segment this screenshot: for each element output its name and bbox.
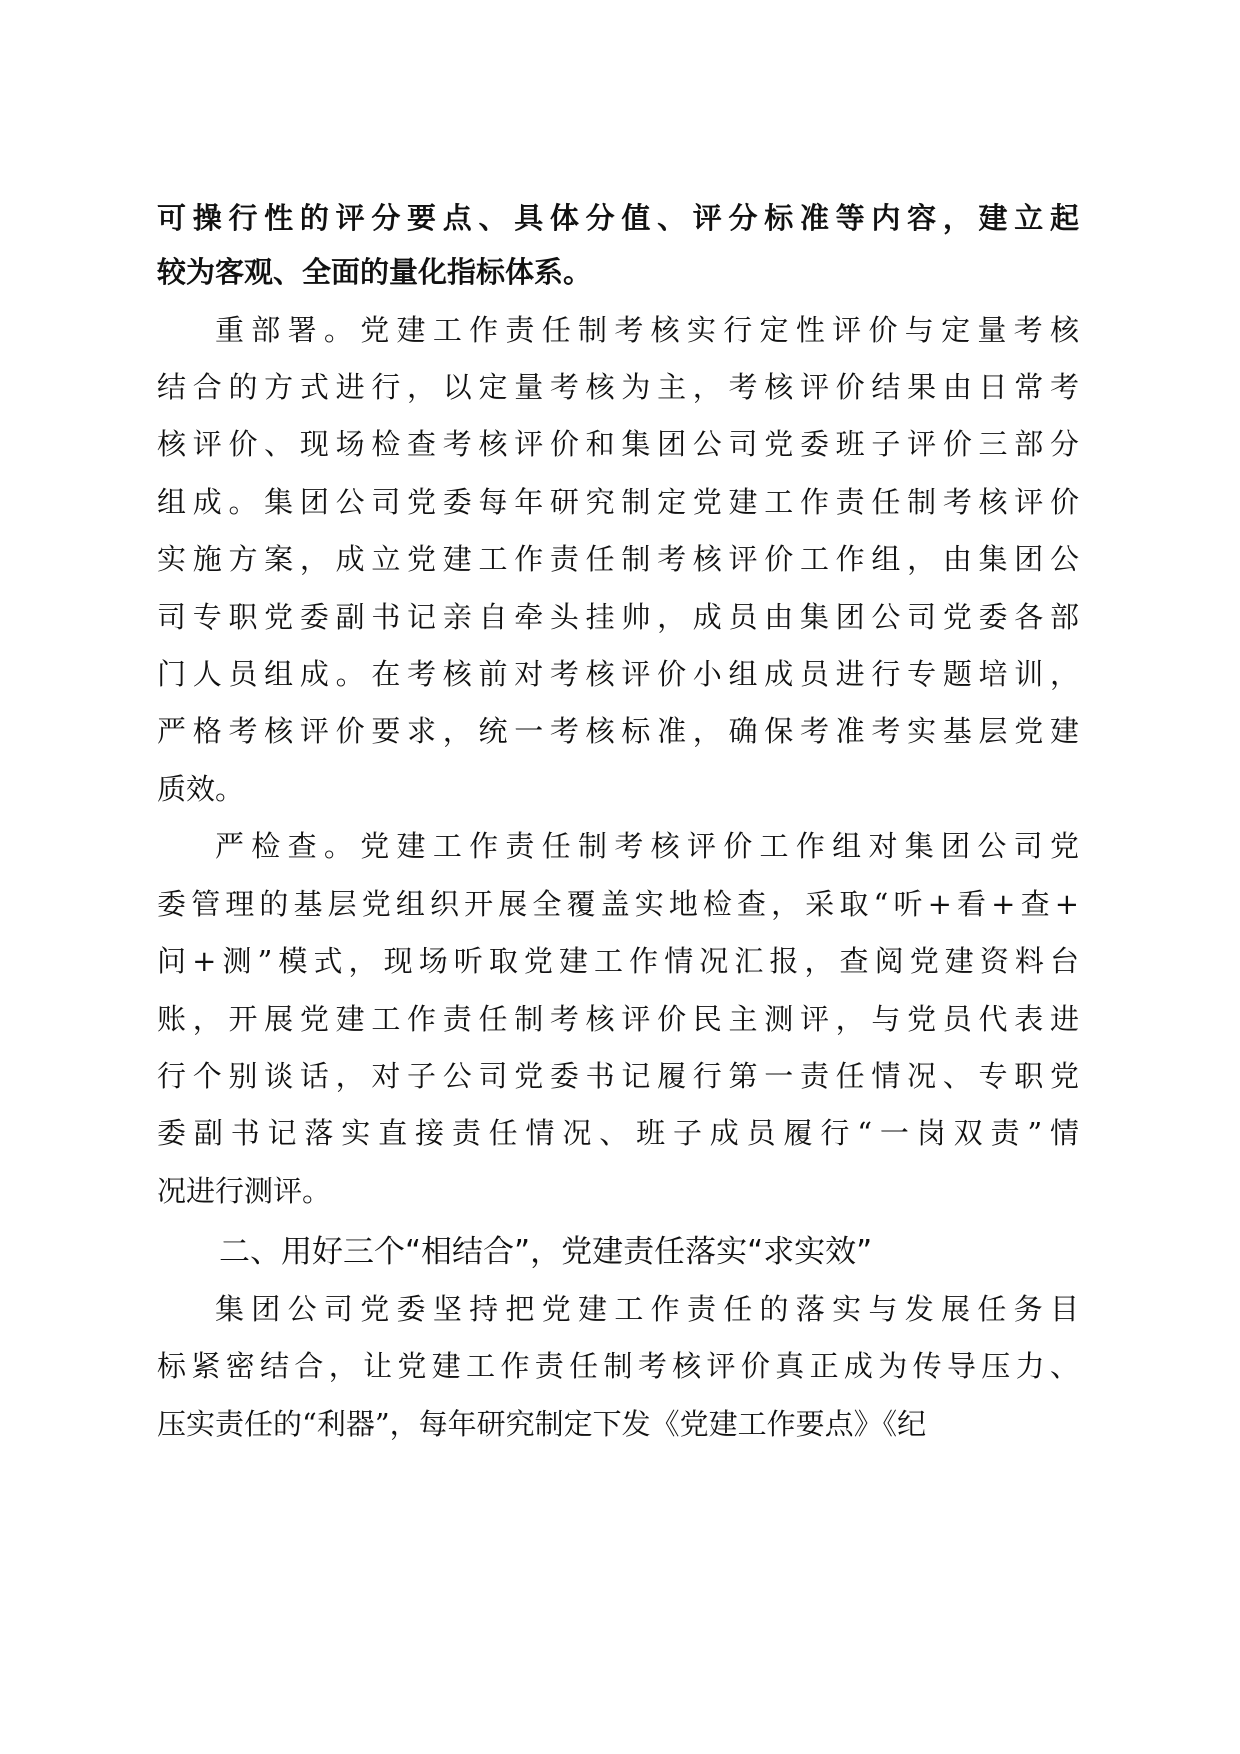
paragraph-line: 实施方案，成立党建工作责任制考核评价工作组，由集团公 (157, 542, 1079, 576)
paragraph-line: 标紧密结合，让党建工作责任制考核评价真正成为传导压力、 (157, 1349, 1079, 1383)
paragraph-line: 账，开展党建工作责任制考核评价民主测评，与党员代表进 (157, 1002, 1079, 1036)
paragraph-line: 委副书记落实直接责任情况、班子成员履行“一岗双责”情 (157, 1116, 1079, 1150)
paragraph-line: 况进行测评。 (157, 1174, 332, 1208)
section-heading: 二、用好三个“相结合”，党建责任落实“求实效” (219, 1234, 873, 1270)
paragraph-line: 严格考核评价要求，统一考核标准，确保考准考实基层党建 (157, 714, 1079, 748)
paragraph-line: 结合的方式进行，以定量考核为主，考核评价结果由日常考 (157, 370, 1079, 404)
paragraph-line: 组成。集团公司党委每年研究制定党建工作责任制考核评价 (157, 485, 1079, 519)
paragraph-line: 司专职党委副书记亲自牵头挂帅，成员由集团公司党委各部 (157, 600, 1079, 634)
paragraph-line: 较为客观、全面的量化指标体系。 (157, 255, 593, 289)
paragraph-line: 核评价、现场检查考核评价和集团公司党委班子评价三部分 (157, 427, 1079, 461)
paragraph-line: 严检查。党建工作责任制考核评价工作组对集团公司党 (215, 829, 1079, 863)
paragraph-line: 行个别谈话，对子公司党委书记履行第一责任情况、专职党 (157, 1059, 1079, 1093)
paragraph-line: 问+测”模式，现场听取党建工作情况汇报，查阅党建资料台 (157, 944, 1079, 978)
paragraph-line: 压实责任的“利器”，每年研究制定下发《党建工作要点》《纪 (157, 1407, 927, 1441)
paragraph-line: 门人员组成。在考核前对考核评价小组成员进行专题培训， (157, 657, 1079, 691)
paragraph-line: 质效。 (157, 772, 245, 806)
paragraph-line: 委管理的基层党组织开展全覆盖实地检查，采取“听+看+查+ (157, 887, 1079, 921)
paragraph-line: 重部署。党建工作责任制考核实行定性评价与定量考核 (215, 313, 1079, 347)
paragraph-line: 集团公司党委坚持把党建工作责任的落实与发展任务目 (215, 1292, 1079, 1326)
paragraph-line: 可操行性的评分要点、具体分值、评分标准等内容，建立起 (157, 201, 1079, 235)
